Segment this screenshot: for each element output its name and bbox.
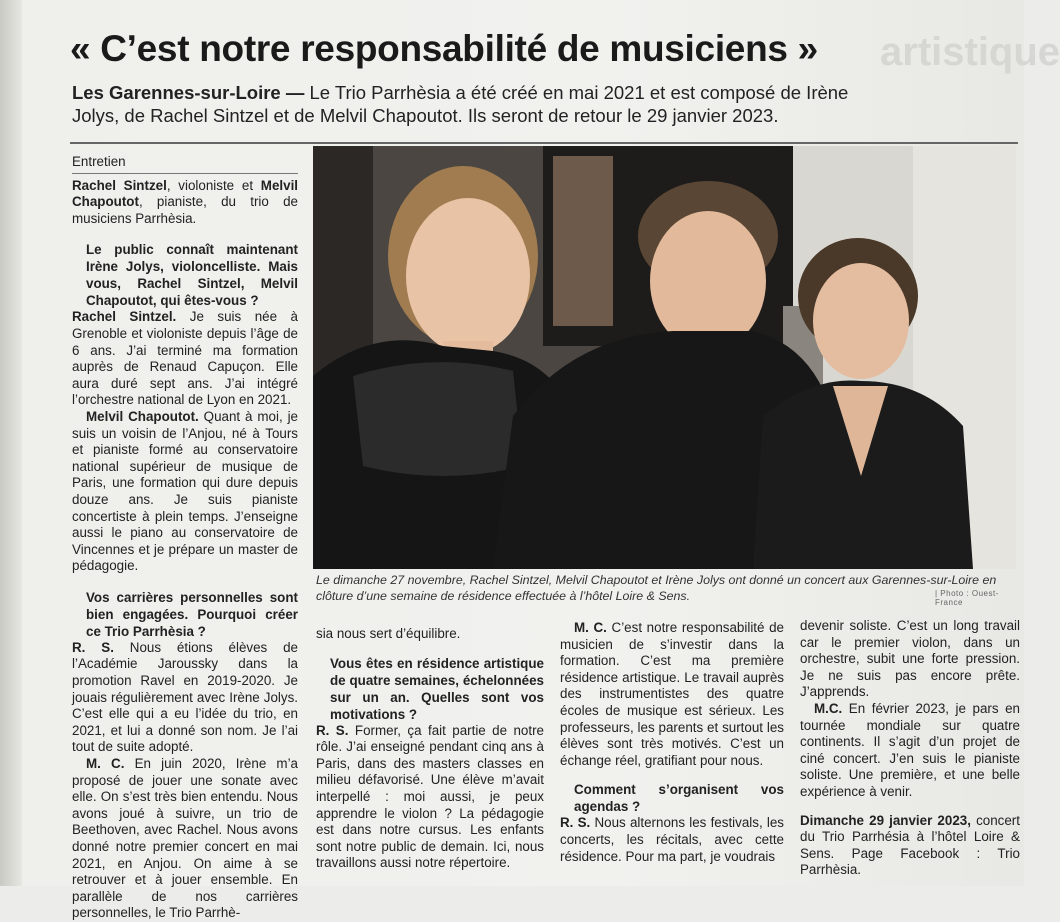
- bleed-through-text: artistique: [880, 30, 1060, 74]
- intro-paragraph: [72, 81, 892, 127]
- question-1: Le public connaît maintenant Irène Jolys, violoncelliste. Mais vous, Rachel Sintzel, Melvil Chapoutot, qui êtes-vous ?: [86, 242, 298, 309]
- question-2: Vos carrières personnelles sont bien engagées. Pourquoi créer ce Trio Parrhèsia ?: [86, 589, 298, 639]
- lead-name-1: Rachel Sintzel: [72, 177, 167, 193]
- answer-4: [560, 815, 784, 865]
- event-date: Dimanche 29 janvier 2023,: [800, 812, 971, 828]
- answer-2-speaker: R. S.: [72, 639, 114, 655]
- photo-caption: Le dimanche 27 novembre, Rachel Sintzel, Melvil Chapoutot et Irène Jolys ont donné un concert aux Garennes-sur-Loire en clôture d’une semaine de résidence effectuée à l’hôtel Loire & Sens.: [316, 573, 997, 603]
- question-4: Comment s’organisent vos agendas ?: [574, 782, 784, 815]
- answer-3b: [560, 620, 784, 769]
- column-2-continuation: sia nous sert d’équilibre.: [316, 626, 461, 641]
- section-rule: [70, 142, 1018, 144]
- answer-3b-text: C’est notre responsabilité de musicien de s’investir dans la formation. C’est ma première résidence artistique. Le travail auprès des instrumentistes des quatre écoles de musique est sérieux. Les professeurs, les parents et surtout les élèves sont très motivés. C’est un échange réel, gratifiant pour nous.: [560, 620, 784, 768]
- answer-3b-speaker: M. C.: [574, 620, 607, 635]
- answer-4b-speaker: M.C.: [814, 700, 843, 716]
- answer-4b-text: En février 2023, je pars en tournée mondiale sur quatre continents. Il s’agit d’un projet de ciné concert. J’en suis le pianiste soliste. Une première, et une belle expérience à venir.: [800, 700, 1020, 799]
- answer-2b-speaker: M. C.: [86, 756, 125, 772]
- answer-2b-text: En juin 2020, Irène m’a proposé de jouer une sonate avec elle. On s’est très bien entendu. Nous avons joué à suivre, un trio de Beethoven, avec Rachel. Nous avons donné notre premier concert en mai 2021, en Anjou. On aime à se retrouver et à jouer ensemble. En parallèle de nos carrières personnelles, le Trio Parrhè-: [72, 756, 298, 921]
- answer-4-text: Nous alternons les festivals, les concerts, les récitals, avec cette résidence. Pour ma part, je voudrais: [560, 815, 785, 864]
- lead-rest: , pianiste, du trio de musiciens Parrhèsia.: [72, 194, 298, 226]
- intro-text: Le Trio Parrhèsia a été créé en mai 2021 et est composé de Irène Jolys, de Rachel Sintzel et de Melvil Chapoutot. Ils seront de retour le 29 janvier 2023.: [72, 82, 849, 126]
- column-4: [800, 618, 1020, 879]
- kicker-label: Entretien: [72, 154, 298, 174]
- answer-4b: [800, 701, 1020, 801]
- answer-2-text: Nous étions élèves de l’Académie Jaroussky dans la promotion Ravel en 2019-2020. Je jouais régulièrement avec Irène Jolys. C’est elle qui a eu l’idée du trio, en 2021, et lui a donné son nom. Je l’ai tout de suite adopté.: [72, 639, 298, 755]
- answer-1b: [72, 409, 298, 575]
- trio-photo: [313, 146, 1016, 569]
- intro-place: Les Garennes-sur-Loire —: [72, 82, 305, 103]
- event-info: [800, 813, 1020, 879]
- lead-name-2: Melvil Chapoutot: [72, 177, 299, 210]
- answer-1-text: Je suis née à Grenoble et violoniste depuis l’âge de 6 ans. J’ai terminé ma formation auprès de Renaud Capuçon. Elle aura duré sept ans. J’ai intégré l’orchestre national de Lyon en 2021.: [72, 309, 298, 408]
- answer-1-speaker: Rachel Sintzel.: [72, 309, 177, 325]
- photo-credit: | Photo : Ouest-France: [935, 589, 999, 607]
- column-1: [72, 154, 298, 922]
- answer-3: [316, 723, 544, 872]
- question-3: Vous êtes en résidence artistique de quatre semaines, échelonnées sur un an. Quelles sont vos motivations ?: [330, 655, 544, 722]
- answer-3-text: Former, ça fait partie de notre rôle. J’ai enseigné pendant cinq ans à Paris, dans des masters classes en milieu défavorisé. Une élève m’avait interpellé : moi aussi, je peux apprendre le violon ? La pédagogie est dans notre cursus. Les enfants sont notre public de demain. Ici, nous travaillons aussi notre répertoire.: [316, 722, 545, 871]
- event-text: concert du Trio Parrhésia à l’hôtel Loire & Sens. Page Facebook : Trio Parrhèsia.: [800, 812, 1020, 878]
- headline: « C’est notre responsabilité de musiciens »: [70, 28, 818, 69]
- page-fold-shadow: [0, 0, 22, 886]
- photo-illustration: [313, 146, 1016, 569]
- column-4-continuation: devenir soliste. C’est un long travail car le premier violon, dans un orchestre, subit une forte pression. Je ne suis pas encore prête. J’apprends.: [800, 618, 1020, 700]
- answer-1: [72, 309, 298, 409]
- answer-2b: [72, 756, 298, 922]
- lead-mid: , violoniste et: [166, 177, 261, 193]
- answer-1b-text: Quant à moi, je suis un voisin de l’Anjou, né à Tours et pianiste formé au conservatoire national supérieur de musique de Paris, une formation qui dure depuis douze ans. Je suis pianiste concertiste à plein temps. J’enseigne aussi le piano au conservatoire de Vincennes et je prépare un master de pédagogie.: [72, 408, 298, 574]
- lead-paragraph: [72, 178, 298, 228]
- answer-3-speaker: R. S.: [316, 722, 349, 738]
- column-2: [316, 626, 544, 872]
- answer-4-speaker: R. S.: [560, 815, 591, 831]
- column-3: [560, 620, 784, 865]
- answer-1b-speaker: Melvil Chapoutot.: [86, 408, 199, 424]
- answer-2: [72, 640, 298, 756]
